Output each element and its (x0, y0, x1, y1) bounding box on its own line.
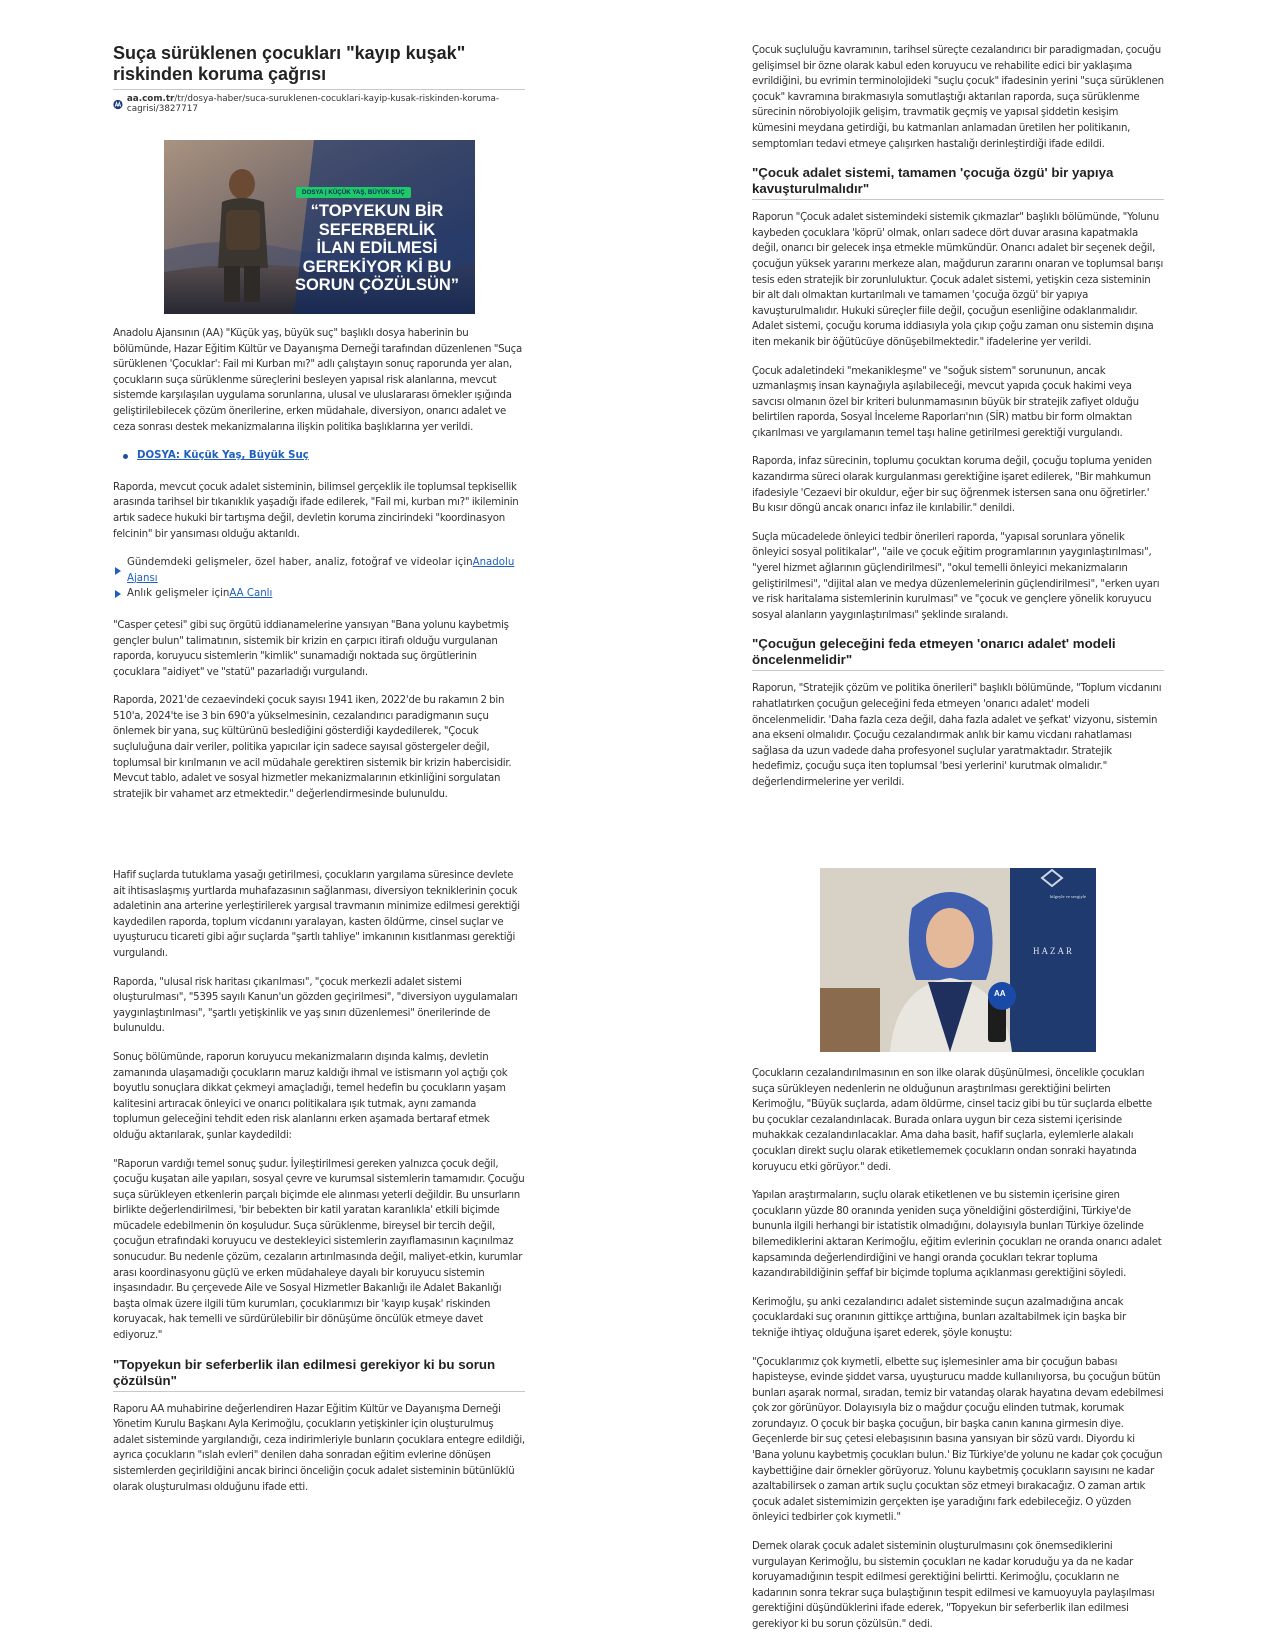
section-heading: "Topyekun bir seferberlik ilan edilmesi gerekiyor ki bu sorun çözülsün" (113, 1357, 525, 1392)
aa-canli-link[interactable]: AA Canlı (229, 588, 273, 600)
article-column-4 (752, 868, 1164, 1646)
body-paragraph: "Casper çetesi" gibi suç örgütü iddianamelerine yansıyan "Bana yolunu kaybetmiş gençler bulun" talimatının, sistemik bir krizin en çarpıcı itirafı olduğu vurgulanan raporda, koruyucu sistemlerin "kimlik" sunamadığı noktada suç örgütlerinin çocuklara "aidiyet" ve "statü" pazarladığı vurgulandı. (113, 619, 509, 678)
body-paragraph: Raporun "Çocuk adalet sistemindeki sistemik çıkmazlar" başlıklı bölümünde, "Yolunu kaybeden çocuklara 'köprü' olmak, onları sadece dört duvar arasına kapatmakla değil, onarıcı bir gelecek inşa etmekle mümkündür. Onarıcı adalet bir seçenek değil, çocuğun yüksek yararını merkeze alan, mağdurun zararını onaran ve toplumsal barışı tesis eden stratejik bir zorunluluktur. Çocuk adalet sistemi, yetişkin ceza sisteminin bir alt dalı olmaktan kurtarılmalı ve tamamen 'çocuğa özgü' bir yapıya kavuşturulmalıdır. Hukuki süreçler fiile değil, çocuğun esenliğine odaklanmalıdır. Adalet sistemi, çocuğu koruma iddiasıyla yola çıkıp çoğu zaman onu sistemin dışına iten mekanik bir öğütücüye dönüşebilmektedir." ifadelerine yer verildi. (752, 212, 1164, 348)
body-paragraph: Raporun, "Stratejik çözüm ve politika önerileri" başlıklı bölümünde, "Toplum vicdanını rahatlatırken çocuğun geleceğini feda etmeyen 'onarıcı adalet' modeli öncelenmelidir. 'Daha fazla ceza değil, daha fazla adalet ve şefkat' vizyonu, sistemin ana ekseni olmalıdır. Çocuğu cezalandırmak anlık bir kamu vicdanı rahatlaması sağlasa da uzun vadede daha profesyonel suçlular yaratmaktadır. Stratejik hedefimiz, çocuğu suça iten toplumsal 'besi yerlerini' kurutmak olmalıdır." değerlendirmelerine yer verildi. (752, 683, 1162, 788)
hero-image (164, 140, 475, 314)
article-column-2 (752, 43, 1164, 804)
aa-logo-icon (113, 99, 123, 110)
body-paragraph: Raporda, "ulusal risk haritası çıkarılması", "çocuk merkezli adalet sistemi oluşturulması", "5395 sayılı Kanun'un gözden geçirilmesi", "diversiyon uygulamaları yaygınlaştırılması", "şartlı yetişkinlik ve yaş sınırı düzenlemesi" önerilerinde de bulunuldu. (113, 976, 518, 1035)
body-paragraph: Çocuk adaletindeki "mekanikleşme" ve "soğuk sistem" sorununun, ancak uzmanlaşmış insan kaynağıyla aşılabileceği, mevcut yapıda çocuk hakimi veya savcısı olmanın özel bir kriteri bulunmamasının büyük bir stratejik zafiyet olduğu belirtilen raporda, Sosyal İnceleme Raporları'nın (SİR) matbu bir form olmaktan çıkarılması ve yargılamanın temel taşı haline getirilmesi gerektiği vurgulandı. (752, 365, 1139, 439)
interview-photo (820, 868, 1096, 1052)
body-paragraph: Yapılan araştırmaların, suçlu olarak etiketlenen ve bu sistemin içerisine giren çocukların yüzde 80 oranında yeniden suça yöneldiğini gösterdiğini, Türkiye'de bununla ilgili herhangi bir istatistik olmadığını, dolayısıyla bunları Türkiye özelinde bilemediklerini aktaran Kerimoğlu, eğitim evlerinin çocukları ne oranda onarıcı adalet kapsamında değerlendirdiğini ve hangi oranda çocukları tekrar topluma kazandırabildiğinin şeffaf bir biçimde topluma açıklanması gerektiğini söyledi. (752, 1190, 1162, 1280)
intro-paragraph: Anadolu Ajansının (AA) "Küçük yaş, büyük suç" başlıklı dosya haberinin bu bölümünde, Hazar Eğitim Kültür ve Dayanışma Derneği tarafından düzenlenen "Suça sürüklenen 'Çocuklar': Fail mi Kurban mı?" adlı çalıştayın sonuç raporunda yer alan, çocukların suça sürüklenme süreçlerini besleyen yapısal risk alanlarına, mevcut sistemde karşılaşılan uygulama sorunlarına, ulusal ve uluslararası örnekler ışığında geliştirilebilecek çözüm önerilerine, erken müdahale, diversiyon, onarıcı adalet ve ceza sonrası destek mekanizmalarına ilişkin politika başlıklarına yer verildi. (113, 328, 522, 433)
url-domain: aa.com.tr (126, 94, 175, 104)
hero-badge: DOSYA | KÜÇÜK YAŞ, BÜYÜK SUÇ (296, 187, 411, 198)
article-column-3 (113, 868, 525, 1508)
triangle-bullet-icon (115, 590, 121, 598)
dosya-link-item (135, 448, 525, 464)
anadolu-ajansi-link[interactable]: Anadolu Ajansı (127, 557, 515, 584)
body-paragraph: Raporu AA muhabirine değerlendiren Hazar Eğitim Kültür ve Dayanışma Derneği Yönetim Kurulu Başkanı Ayla Kerimoğlu, çocukların yetişkinler için oluşturulmuş adalet sisteminde yargılandığı, ceza indirimleriyle bunların çocuklara entegre edildiği, ayrıca çocukların "ıslah evleri" denilen daha sonradan eğitim evlerine dönüşen sistemlerden geçirildiğini ancak birinci önceliğin çocuk adalet sisteminin bütünlüklü olarak oluşturulması olduğunu ifade etti. (113, 1403, 525, 1493)
section-heading: "Çocuğun geleceğini feda etmeyen 'onarıcı adalet' modeli öncelenmelidir" (752, 636, 1164, 671)
dosya-link-list (135, 448, 525, 464)
body-paragraph: Dernek olarak çocuk adalet sisteminin oluşturulmasını çok önemsediklerini vurgulayan Kerimoğlu, bu sistemin çocukları ne kadar koruduğu ya da ne kadar koruyamadığının tespit edilmesi gerektiğini belirtti. Kerimoğlu, çocukların ne kadarının sonra tekrar suça bulaştığının tespit edilmesi ve kamuoyuyla paylaşılması gerektiğini düşündüklerini ifade ederek, "Topyekun bir seferberlik ilan edilmesi gerekiyor ki bu sorun çözülsün." dedi. (752, 1541, 1155, 1630)
article-column-1 (113, 43, 525, 815)
body-paragraph: Çocuk suçluluğu kavramının, tarihsel süreçte cezalandırıcı bir paradigmadan, çocuğu gelişimsel bir özne olarak kabul eden koruyucu ve rehabilite edici bir yaklaşıma evrildiğini, bu evrimin terminolojideki "suçlu çocuk" ifadesinin yerini "suça sürüklenen çocuk" kavramına bırakmasıyla somutlaştığı aktarılan raporda, suça sürüklenme sürecinin nörobiyolojik gelişim, travmatik geçmiş ve yapısal şiddetin kesişim kümesini meydana getirdiği, bu katmanları anlamadan üretilen her politikanın, semptomları tedavi etmeye çalışırken hastalığı derinleştirdiği ifade edildi. (752, 45, 1164, 150)
body-paragraph: Sonuç bölümünde, raporun koruyucu mekanizmaların dışında kalmış, devletin zamanında ulaşamadığı çocukların maruz kaldığı ihmal ve istismarın yol açtığı çok boyutlu sonuçlara dikkat çekmeyi amaçladığı, temel hedefin bu çocukların yaşam kalitesini artıracak önleyici ve onarıcı politikalara ışık tutmak, aynı zamanda toplumun geleceğini tehdit eden risk alanlarını erken aşamada bertaraf etmek olduğu aktarılarak, şunlar kaydedildi: (113, 1051, 508, 1141)
promo-list (113, 555, 525, 602)
promo-item: Gündemdeki gelişmeler, özel haber, analiz, fotoğraf ve videolar içinAnadolu Ajansı (113, 555, 525, 586)
promo-item: Anlık gelişmeler içinAA Canlı (113, 586, 525, 602)
source-url[interactable] (113, 94, 525, 114)
hero-quote: “TOPYEKUN BİR SEFERBERLİK İLAN EDİLMESİ GEREKİYOR Kİ BU SORUN ÇÖZÜLSÜN” (294, 202, 460, 294)
wall-caption: bilgeyle ve sevgiyle (1050, 894, 1086, 899)
body-paragraph: Hafif suçlarda tutuklama yasağı getirilmesi, çocukların yargılama süresince devlete ait ihtisaslaşmış yurtlarda muhafazasının sağlanması, diversiyon tekniklerinin çocuk adaletinin ana arterine yerleştirilerek yargısal travmanın minimize edilmesi gerektiği kaydedilen raporda, toplum vicdanını yaralayan, kasten öldürme, cinsel suçlar ve uyuşturucu ticareti gibi ağır suçlarda "şartlı tahliye" imkanının kısıtlanması gerektiği vurgulandı. (113, 870, 520, 959)
article-title: Suça sürüklenen çocukları "kayıp kuşak" riskinden koruma çağrısı (113, 43, 466, 84)
mic-label: AA (994, 989, 1006, 998)
body-paragraph: Kerimoğlu, şu anki cezalandırıcı adalet sisteminde suçun azalmadığına ancak çocuklardaki suç oranının gittikçe arttığına, bunları azaltabilmek için başka bir tekniğe ihtiyaç olduğuna işaret ederek, şöyle konuştu: (752, 1296, 1126, 1339)
body-paragraph: Suçla mücadelede önleyici tedbir önerileri raporda, "yapısal sorunlara yönelik önleyici sosyal politikalar", "aile ve çocuk eğitim programlarının yaygınlaştırılması", "yerel hizmet ağlarının güçlendirilmesi", "okul temelli önleyici mekanizmaların geliştirilmesi", "dijital alan ve medya düzenlemelerinin güçlendirilmesi", "erken uyarı ve risk haritalama sistemlerinin kurulması" ve "çocuk ve gençlere yönelik koruyucu sosyal alanların yaygınlaştırılması" şeklinde sıralandı. (752, 531, 1160, 621)
body-paragraph: Çocukların cezalandırılmasının en son ilke olarak düşünülmesi, öncelikle çocukları suça sürükleyen nedenlerin ne olduğunun araştırılması gerektiğini belirten Kerimoğlu, "Büyük suçlarda, adam öldürme, cinsel taciz gibi bu tür suçlarda elbette bu çocuklar cezalandırılacak. Burada onlara uygun bir ceza sistemi içerisinde muhakkak cezalandırılacaklar. Ama daha basit, hafif suçlarla, eylemlerle alakalı çocukları direkt suçlu olarak etiketlememek çocukların ondan sonraki hayatında koruyucu etki görüyor." dedi. (752, 1068, 1152, 1173)
title-divider (113, 89, 525, 90)
body-paragraph: Raporda, 2021'de cezaevindeki çocuk sayısı 1941 iken, 2022'de bu rakamın 2 bin 510'a, 2024'te ise 3 bin 690'a yükselmesinin, cezalandırıcı paradigmanın suçu önlemek bir yana, suç kültürünü beslediğini gösterdiği kaydedilerek, "Çocuk suçluluğuna dair veriler, politika yapıcılar için sadece sayısal göstergeler değil, toplumsal bir kırılmanın ve acil müdahale gerektiren sistemik bir krizin habercisidir. Mevcut tablo, adalet ve sosyal hizmetler mekanizmalarının etkinliğini sorgulatan stratejik bir vahamet arz etmektedir." değerlendirmesinde bulunuldu. (113, 695, 512, 800)
body-paragraph: Raporda, infaz sürecinin, toplumu çocuktan koruma değil, çocuğu topluma yeniden kazandırma süreci olarak kurgulanması gerektiğine işaret edilerek, "Bir mahkumun ifadesiyle 'Cezaevi bir okuldur, eğer bir suç öğrenmek istersen sana onu öğretirler.' Bu kısır döngü ancak onarıcı infaz ile kırılabilir." denildi. (752, 456, 1152, 515)
triangle-bullet-icon (115, 567, 121, 575)
body-paragraph: "Raporun vardığı temel sonuç şudur. İyileştirilmesi gereken yalnızca çocuk değil, çocuğu kuşatan aile yapıları, sosyal çevre ve kurumsal sistemlerin tamamıdır. Çocuğu suça sürükleyen etkenlerin parçalı biçimde ele alınması yeterli değildir. Bu unsurların birlikte değerlendirilmesi, 'bir bebekten bir katil yaratan karanlıkla' etkili biçimde mücadele edebilmenin ön koşuludur. Suça sürüklenme, bireysel bir tercih değil, çocuğun etrafındaki koruyucu ve destekleyici sistemlerin zayıflamasının kaçınılmaz sonucudur. Bu nedenle çözüm, cezaların artırılmasında değil, maliyet-etkin, kurumlar arası koordinasyonu güçlü ve erken müdahaleye dayalı bir koruyucu sistemin inşasındadır. Bu çerçevede Aile ve Sosyal Hizmetler Bakanlığı ile Adalet Bakanlığı başta olmak üzere ilgili tüm kurumları, çocuklarımızı bir 'kayıp kuşak' riskinden koruyacak, hak temelli ve sürdürülebilir bir dönüşüme öncülük etmeye davet ediyoruz." (113, 1158, 525, 1342)
dosya-link[interactable]: DOSYA: Küçük Yaş, Büyük Suç (137, 450, 309, 462)
body-paragraph: Raporda, mevcut çocuk adalet sisteminin, bilimsel gerçeklik ile toplumsal tepkisellik arasında tarihsel bir tıkanıklık yaşadığı ifade edilerek, "Fail mi, kurban mı?" ikileminin artık sadece hukuki bir tartışma değil, devletin koruma zincirindeki "koordinasyon felcinin" bir yansıması olduğu aktarıldı. (113, 481, 519, 540)
section-heading: "Çocuk adalet sistemi, tamamen 'çocuğa özgü' bir yapıya kavuşturulmalıdır" (752, 165, 1164, 200)
wall-title: HAZAR (1033, 946, 1074, 956)
body-paragraph: "Çocuklarımız çok kıymetli, elbette suç işlemesinler ama bir çocuğun babası hapisteyse, evinde şiddet varsa, uyuşturucu madde kullanılıyorsa, bu çocuğun bütün bunları aşarak normal, sıradan, temiz bir vatandaş olarak hayatına devam edebilmesi çok zor görünüyor. Dolayısıyla biz o mağdur çocuğu elinden tutmak, korumak zorundayız. O çocuk bir başka çocuğun, bir başka canın kanına girmesin diye. Geçenlerde bir suç çetesi elebaşısının basına yansıyan bir sözü vardı. Diyordu ki 'Bana yolunu kaybetmiş çocukları bulun.' Biz Türkiye'de yolunu ne kadar çok çocuğun kaybettiğine dair örnekler görüyoruz. Yolunu kaybetmiş çocukların sayısını ne kadar azaltabilirsek o zaman artık suçlu çocuktan söz etmeyi bırakacağız. O zaman artık çocuk adalet sistemimizin gerçekten işe yaradığını fark edebileceğiz. O yüzden önleyici tedbirler çok kıymetli." (752, 1356, 1164, 1524)
url-path: /tr/dosya-haber/suca-suruklenen-cocuklari-kayip-kusak-riskinden-koruma-cagrisi/3827717 (126, 94, 500, 114)
